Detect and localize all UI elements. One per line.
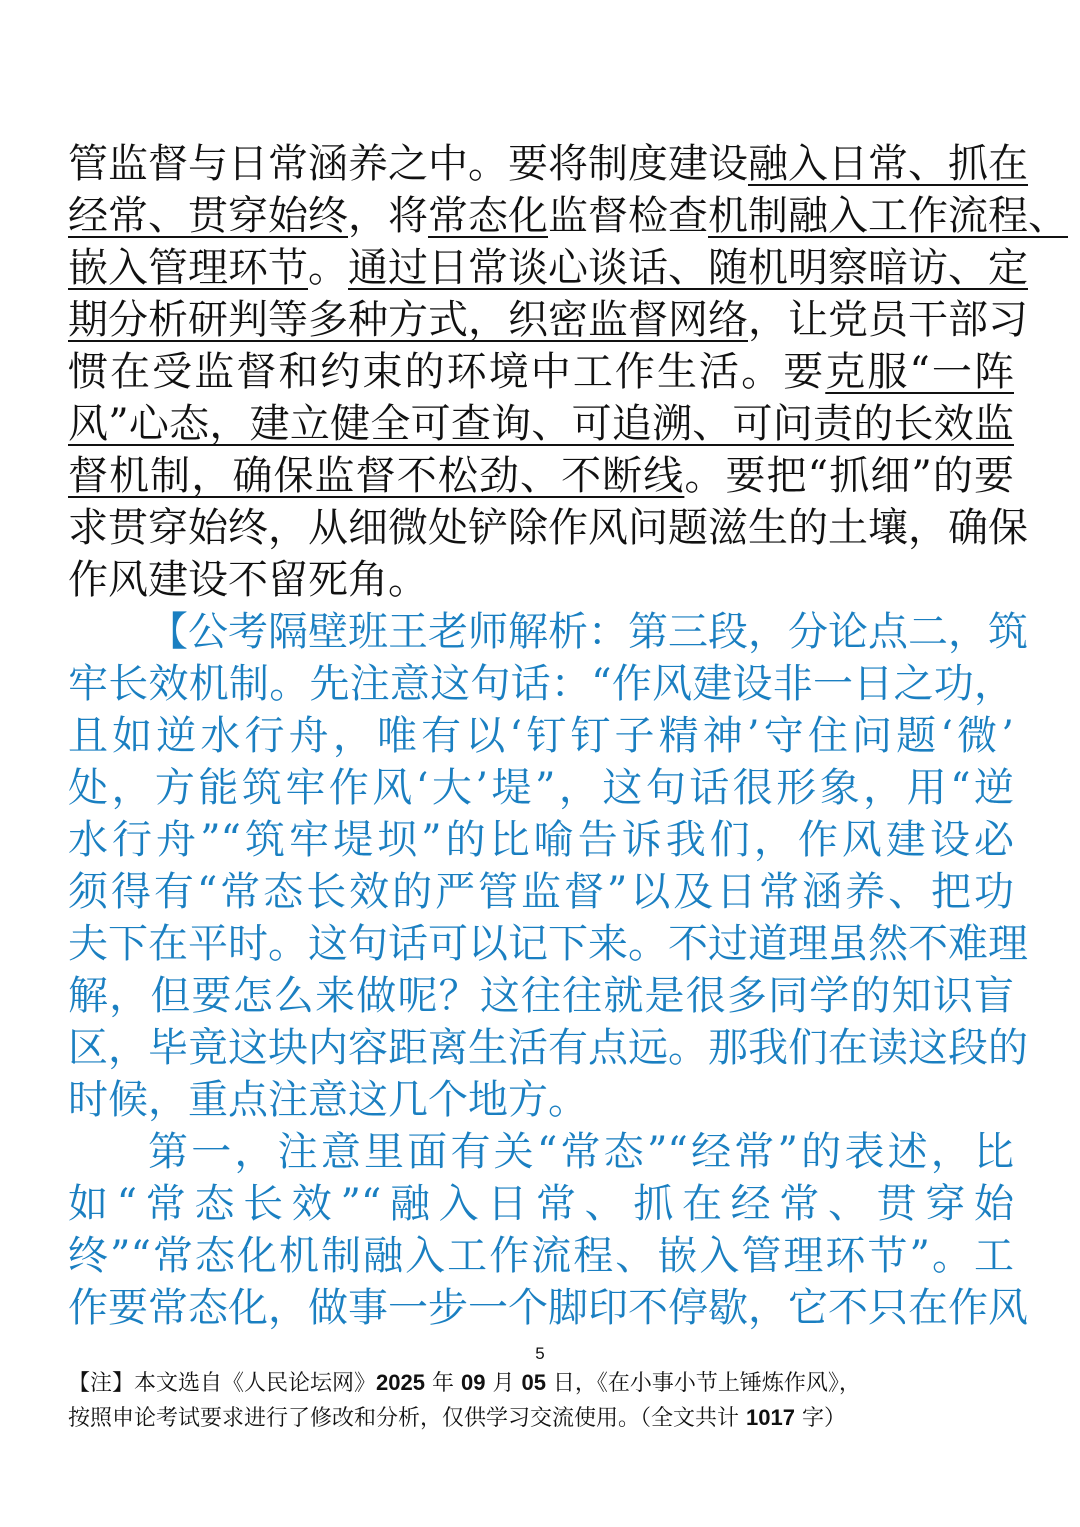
article-line-8: 求贯穿始终，从细微处铲除作风问题滋生的土壤，确保 [68,505,1028,551]
article-line-1: 管监督与日常涵养之中。要将制度建设融入日常、抓在 [68,141,1028,187]
analysis-line-14: 作要常态化，做事一步一个脚印不停歇，它不只在作风 [68,1285,1028,1331]
analysis-line-8: 解，但要怎么来做呢？这往往就是很多同学的知识盲 [68,973,1014,1019]
article-line-3: 嵌入管理环节。通过日常谈心谈话、随机明察暗访、定 [68,245,1028,291]
article-line-7: 督机制，确保监督不松劲、不断线。要把“抓细”的要 [68,453,1015,499]
analysis-line-5: 水行舟”“筑牢堤坝”的比喻告诉我们，作风建设必 [68,817,1014,863]
footnote-line-1: 【注】本文选自《人民论坛网》2025 年 09 月 05 日，《在小事小节上锤炼作风》， [68,1370,861,1396]
page-number: 5 [535,1344,545,1363]
analysis-line-9: 区，毕竟这块内容距离生活有点远。那我们在读这段的 [68,1025,1028,1071]
article-line-9: 作风建设不留死角。 [68,557,428,603]
analysis-line-2: 牢长效机制。先注意这句话：“作风建设非一日之功， [68,661,1014,707]
analysis-line-11: 第一，注意里面有关“常态”“经常”的表述，比 [148,1129,1014,1175]
analysis-line-3: 且如逆水行舟，唯有以‘钉钉子精神’守住问题‘微’ [68,713,1014,759]
article-line-5: 惯在受监督和约束的环境中工作生活。要克服“一阵 [68,349,1014,395]
article-line-2: 经常、贯穿始终，将常态化监督检查机制融入工作流程、 [68,193,1068,239]
article-line-6: 风”心态，建立健全可查询、可追溯、可问责的长效监 [68,401,1014,447]
footnote-line-2: 按照申论考试要求进行了修改和分析，仅供学习交流使用。（全文共计 1017 字） [68,1405,846,1431]
analysis-line-6: 须得有“常态长效的严管监督”以及日常涵养、把功 [68,869,1014,915]
analysis-line-7: 夫下在平时。这句话可以记下来。不过道理虽然不难理 [68,921,1028,967]
footnote [68,1366,1014,1436]
analysis-line-10: 时候，重点注意这几个地方。 [68,1077,588,1123]
article-line-4: 期分析研判等多种方式，织密监督网络，让党员干部习 [68,297,1028,343]
analysis-line-1: 【公考隔壁班王老师解析：第三段，分论点二，筑 [148,609,1028,655]
analysis-line-4: 处，方能筑牢作风‘大’堤”，这句话很形象，用“逆 [68,765,1014,811]
analysis-line-13: 终”“常态化机制融入工作流程、嵌入管理环节”。工 [68,1233,1014,1279]
analysis-line-12: 如“常态长效”“融入日常、抓在经常、贯穿始 [68,1181,1014,1227]
article-body [68,138,1068,1334]
